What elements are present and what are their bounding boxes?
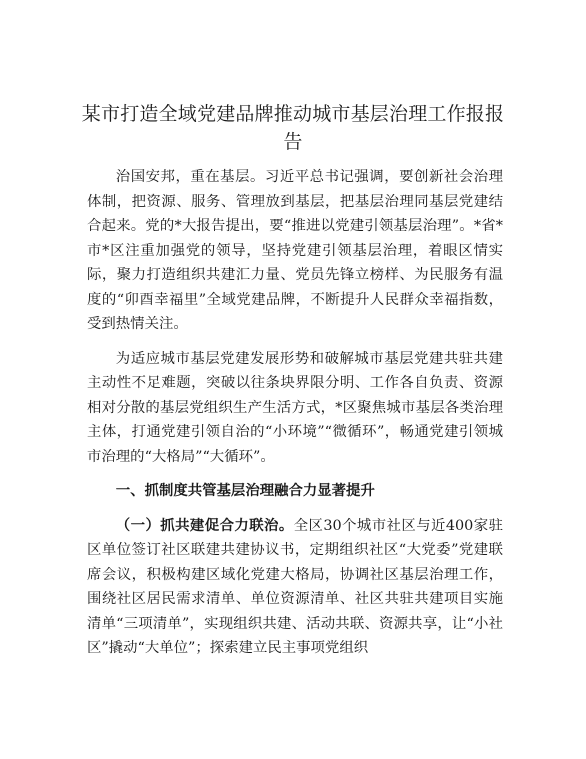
paragraph-section-1 <box>87 514 503 661</box>
subsection-text: 全区30个城市社区与近400家驻区单位签订社区联建共建协议书，定期组织社区“大党委”党建联席会议，积极构建区域化党建大格局，协调社区基层治理工作，围绕社区居民需求清单、单位资源清单、社区共驻共建项目实施清单“三项清单”，实现组织共建、活动共联、资源共享，让“小社区”撬动“大单位”；探索建立民主事项党组织 <box>87 517 503 656</box>
document-title: 某市打造全域党建品牌推动城市基层治理工作报报告 <box>81 103 505 153</box>
paragraph-intro: 治国安邦，重在基层。习近平总书记强调，要创新社会治理体制，把资源、服务、管理放到基层，把基层治理同基层党建结合起来。党的*大报告提出，要“推进以党建引领基层治理”。*省*市*区注重加强党的领导，坚持党建引领基层治理，着眼区情实际，聚力打造组织共建汇力量、党员先锋立榜样、为民服务有温度的“卯酉幸福里”全域党建品牌，不断提升人民群众幸福指数，受到热情关注。 <box>87 169 503 332</box>
subsection-lead: （一）抓共建促合力联治。 <box>115 516 294 534</box>
paragraph-background: 为适应城市基层党建发展形势和破解城市基层党建共驻共建主动性不足难题，突破以往条块界限分明、工作各自负责、资源相对分散的基层党组织生产生活方式，*区聚焦城市基层各类治理主体，打通党建引领自治的“小环境”“微循环”，畅通党建引领城市治理的“大格局”“大循环”。 <box>87 350 503 465</box>
document-body <box>87 165 503 661</box>
section-heading: 一、抓制度共管基层治理融合力显著提升 <box>115 482 375 499</box>
